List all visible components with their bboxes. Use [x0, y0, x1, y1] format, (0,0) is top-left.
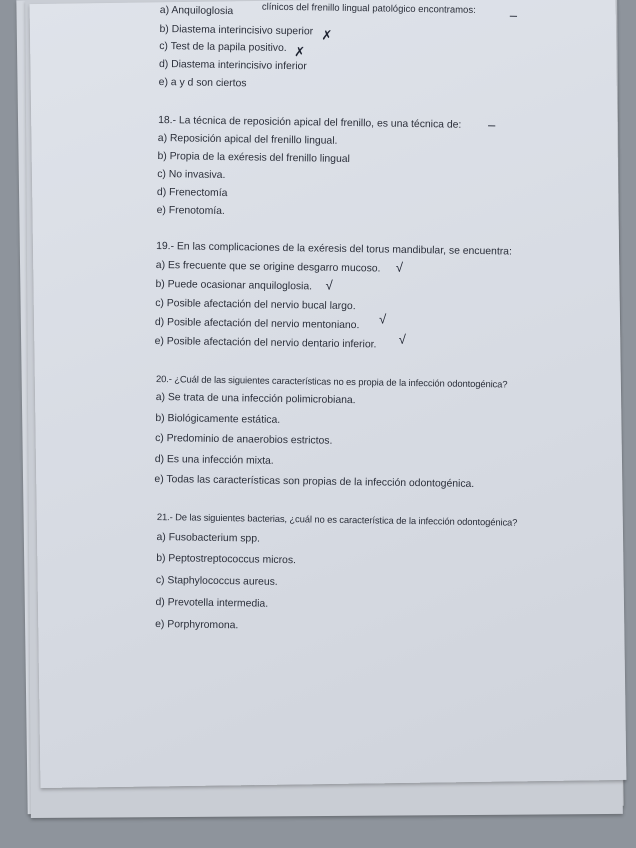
- q18-option-b: b) Propia de la exéresis del frenillo lingual: [157, 150, 350, 166]
- q21-option-c: c) Staphylococcus aureus.: [155, 575, 278, 588]
- check-mark: √: [395, 259, 404, 275]
- q17-option-b: b) Diastema interincisivo superior: [159, 23, 314, 38]
- q18-option-c: c) No invasiva.: [157, 168, 226, 182]
- question-19-stem: 19.- En las complicaciones de la exéresis del torus mandibular, se encuentra:: [156, 240, 512, 258]
- check-mark: √: [378, 311, 387, 327]
- q17-option-e: e) a y d son ciertos: [158, 76, 247, 90]
- cross-mark: ✗: [294, 44, 306, 60]
- q17-option-d: d) Diastema interincisivo inferior: [158, 58, 307, 73]
- question-18-stem: 18.- La técnica de reposición apical del frenillo, es una técnica de:: [158, 114, 462, 131]
- q21-option-b: b) Peptostreptococcus micros.: [156, 553, 297, 567]
- q19-option-d: d) Posible afectación del nervio mentoniano.: [154, 316, 360, 332]
- cross-mark: ✗: [321, 27, 333, 43]
- q20-option-b: b) Biológicamente estática.: [155, 412, 281, 426]
- question-17-stem: clínicos del frenillo lingual patológico encontramos:: [261, 1, 476, 16]
- q19-option-a: a) Es frecuente que se origine desgarro mucoso.: [155, 259, 381, 275]
- q21-option-d: d) Prevotella intermedia.: [155, 597, 269, 610]
- check-mark: √: [325, 277, 333, 293]
- q19-option-e: e) Posible afectación del nervio dentario inferior.: [154, 335, 377, 351]
- q20-option-e: e) Todas las características son propias de la infección odontogénica.: [154, 473, 475, 490]
- dash-mark: –: [509, 7, 518, 23]
- q17-option-a: a) Anquiloglosia: [159, 4, 234, 18]
- q18-option-a: a) Reposición apical del frenillo lingual.: [157, 132, 338, 147]
- q21-option-a: a) Fusobacterium spp.: [156, 532, 261, 545]
- q18-option-d: d) Frenectomía: [156, 186, 228, 200]
- q18-option-e: e) Frenotomía.: [156, 204, 225, 218]
- dash-mark: –: [487, 117, 496, 133]
- q21-option-e: e) Porphyromona.: [155, 619, 239, 632]
- q20-option-c: c) Predominio de anaerobios estrictos.: [155, 432, 333, 447]
- q17-option-c: c) Test de la papila positivo.: [159, 40, 287, 54]
- q19-option-c: c) Posible afectación del nervio bucal largo.: [155, 297, 356, 313]
- question-20-stem: 20.- ¿Cuál de las siguientes características no es propia de la infección odontogénica?: [155, 372, 508, 390]
- q20-option-d: d) Es una infección mixta.: [154, 453, 274, 467]
- check-mark: √: [398, 331, 406, 347]
- q20-option-a: a) Se trata de una infección polimicrobiana.: [155, 391, 356, 407]
- q19-option-b: b) Puede ocasionar anquiloglosia.: [155, 278, 313, 293]
- question-21-stem: 21.- De las siguientes bacterias, ¿cuál no es característica de la infección odontogénica?: [156, 511, 518, 528]
